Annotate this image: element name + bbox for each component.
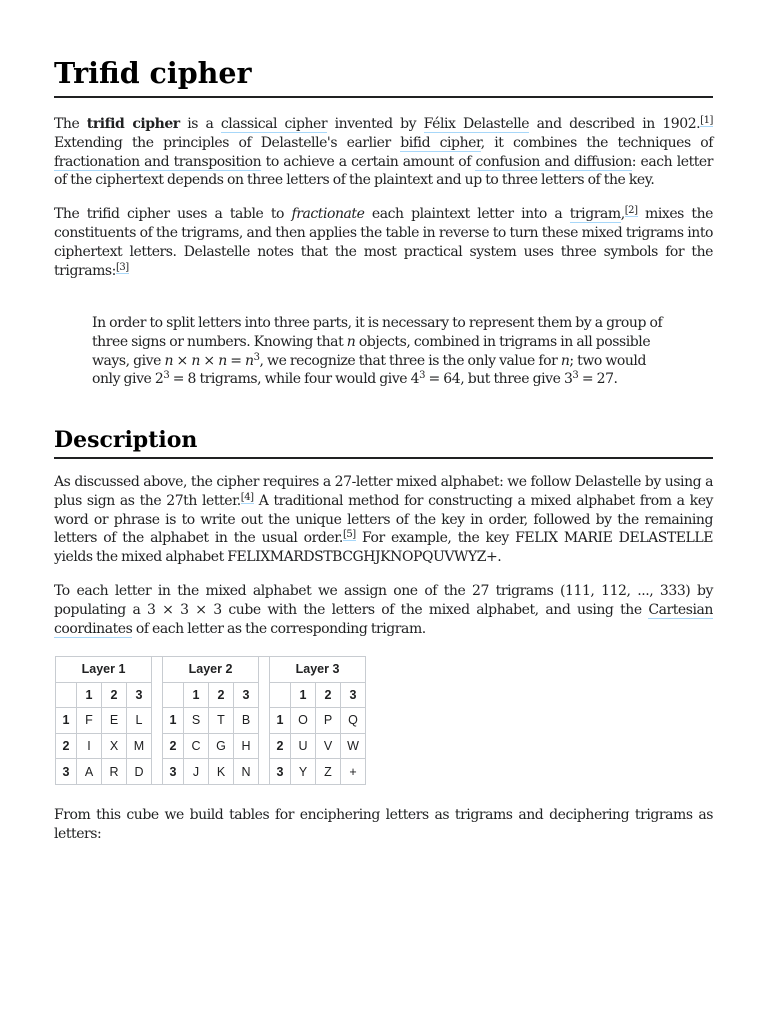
table-cell: D xyxy=(127,759,152,785)
table-row xyxy=(56,682,366,708)
table-row xyxy=(56,708,366,734)
table-cell: S xyxy=(184,708,209,734)
table-cell: R xyxy=(102,759,127,785)
layer-title: Layer 2 xyxy=(163,657,259,683)
link-classical-cipher[interactable]: classical cipher xyxy=(220,116,328,132)
table-cell: L xyxy=(127,708,152,734)
reference-5[interactable]: [5] xyxy=(342,529,356,541)
table-cell: T xyxy=(209,708,234,734)
table-cell: A xyxy=(77,759,102,785)
table-cell: E xyxy=(102,708,127,734)
link-fractionation-transposition[interactable]: fractionation and transposition xyxy=(54,153,262,170)
column-header: 3 xyxy=(127,682,152,708)
layer-title: Layer 3 xyxy=(270,657,366,683)
table-cell: V xyxy=(316,733,341,759)
quote-text: In order to split letters into three parts, it is necessary to represent them by a group of three signs or numbers. Knowing that n objects, combined in trigrams in all possible ways, give $n \times n \times n = n^3$, we recognize that three is the only value for n; two would only give $2^3 = 8$ trigrams, while four would give $4^3 = 64$, but three give $3^3 = 27$. xyxy=(92,315,663,388)
table-cell: Z xyxy=(316,759,341,785)
column-header: 1 xyxy=(291,682,316,708)
table-cell: O xyxy=(291,708,316,734)
table-cell: C xyxy=(184,733,209,759)
table-cell: + xyxy=(341,759,366,785)
row-header: 2 xyxy=(56,733,77,759)
table-cell: K xyxy=(209,759,234,785)
table-cell: J xyxy=(184,759,209,785)
column-header: 2 xyxy=(316,682,341,708)
column-header: 1 xyxy=(184,682,209,708)
table-cell: M xyxy=(127,733,152,759)
link-trigram[interactable]: trigram xyxy=(569,206,621,223)
section-heading-description: Description xyxy=(54,424,713,459)
column-header: 2 xyxy=(102,682,127,708)
column-header: 1 xyxy=(77,682,102,708)
description-paragraph-2: To each letter in the mixed alphabet we assign one of the 27 trigrams (111, 112, ..., 333) by populating a 3 × 3 × 3 cube with the letters of the mixed alphabet, and using the Cartesian coordinates of each letter as the corresponding trigram. xyxy=(54,582,713,637)
intro-paragraph-1: The trifid cipher is a classical cipher invented by Félix Delastelle and described in 1902.[1] Extending the principles of Delastelle's earlier bifid cipher, it combines the techniques of fractionation and transposition to achieve a certain amount of confusion and diffusion: each letter of the ciphertext depends on three letters of the plaintext and up to three letters of the key. xyxy=(54,115,713,189)
table-row xyxy=(56,733,366,759)
table-cell: Q xyxy=(341,708,366,734)
term-italic: fractionate xyxy=(291,206,365,223)
table-cell: G xyxy=(209,733,234,759)
table-cell: N xyxy=(234,759,259,785)
table-cell: B xyxy=(234,708,259,734)
link-bifid-cipher[interactable]: bifid cipher xyxy=(400,134,481,151)
description-paragraph-3: From this cube we build tables for enciphering letters as trigrams and deciphering trigrams as letters: xyxy=(54,807,713,842)
row-header: 2 xyxy=(163,733,184,759)
row-header: 3 xyxy=(163,759,184,785)
cube-layers-table xyxy=(55,656,366,785)
link-confusion-diffusion[interactable]: confusion and diffusion xyxy=(475,153,632,170)
row-header: 2 xyxy=(270,733,291,759)
description-section xyxy=(54,473,713,638)
table-row xyxy=(56,657,366,683)
column-header: 3 xyxy=(341,682,366,708)
reference-1[interactable]: [1] xyxy=(700,115,713,126)
table-cell: I xyxy=(77,733,102,759)
closing-section xyxy=(54,806,713,844)
link-felix-delastelle[interactable]: Félix Delastelle xyxy=(423,116,530,132)
description-paragraph-1: As discussed above, the cipher requires a 27-letter mixed alphabet: we follow Delastelle by using a plus sign as the 27th letter.[4] A traditional method for constructing a mixed alphabet from a key word or phrase is to write out the unique letters of the key in order, followed by the remaining letters of the alphabet in the usual order.[5] For example, the key FELIX MARIE DELASTELLE yields the mixed alphabet FELIXMARDSTBCGHJKNOPQUVWYZ+. xyxy=(54,474,713,566)
table-cell: Y xyxy=(291,759,316,785)
table-cell: X xyxy=(102,733,127,759)
intro-section xyxy=(54,115,713,280)
reference-4[interactable]: [4] xyxy=(240,491,254,503)
blockquote xyxy=(92,314,676,389)
table-cell: H xyxy=(234,733,259,759)
page-title: Trifid cipher xyxy=(54,52,713,98)
row-header: 3 xyxy=(270,759,291,785)
row-header: 1 xyxy=(270,708,291,734)
table-cell: U xyxy=(291,733,316,759)
column-header: 3 xyxy=(234,682,259,708)
row-header: 3 xyxy=(56,759,77,785)
intro-paragraph-2: The trifid cipher uses a table to fractionate each plaintext letter into a trigram,[2] mixes the constituents of the trigrams, and then applies the table in reverse to turn these mixed trigrams into ciphertext letters. Delastelle notes that the most practical system uses three symbols for the trigrams:[3] xyxy=(54,205,714,279)
row-header: 1 xyxy=(56,708,77,734)
column-header: 2 xyxy=(209,682,234,708)
table-cell: F xyxy=(77,708,102,734)
table-cell: W xyxy=(341,733,366,759)
link-cartesian-coordinates[interactable]: Cartesian coordinates xyxy=(54,601,713,637)
row-header: 1 xyxy=(163,708,184,734)
reference-3[interactable]: [3] xyxy=(115,261,129,273)
table-row xyxy=(56,759,366,785)
term-bold: trifid cipher xyxy=(86,116,180,132)
reference-2[interactable]: [2] xyxy=(624,205,638,217)
table-cell: P xyxy=(316,708,341,734)
layer-title: Layer 1 xyxy=(56,657,152,683)
